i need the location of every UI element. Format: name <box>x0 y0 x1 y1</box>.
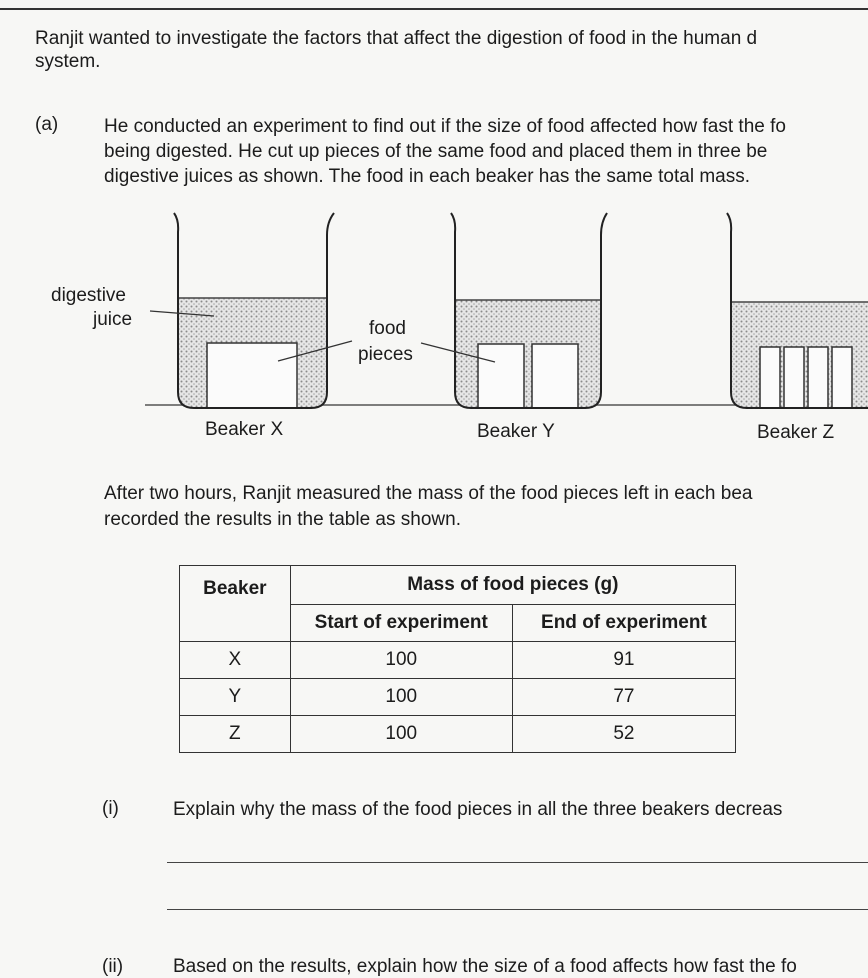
part-ii-question: Based on the results, explain how the size of a food affects how fast the fo <box>173 956 797 977</box>
top-rule <box>0 8 868 10</box>
food-piece-z3 <box>808 347 828 408</box>
row-end: 91 <box>512 642 735 679</box>
beaker-y-label: Beaker Y <box>477 421 555 442</box>
digestive-label: digestive <box>51 285 126 306</box>
juice-label: juice <box>93 309 133 330</box>
intro-line-1: Ranjit wanted to investigate the factors that affect the digestion of food in the human d <box>35 28 758 49</box>
answer-line-2[interactable] <box>167 909 868 910</box>
beaker-y <box>451 213 607 408</box>
row-start: 100 <box>290 642 512 679</box>
beaker-x <box>174 213 334 408</box>
row-end: 77 <box>512 679 735 716</box>
header-start: Start of experiment <box>290 605 512 642</box>
beaker-z <box>727 213 868 408</box>
question-number <box>0 24 1 47</box>
table-row <box>180 716 736 753</box>
part-a-line-3: digestive juices as shown. The food in each beaker has the same total mass. <box>104 166 751 187</box>
food-piece-x <box>207 343 297 408</box>
after-line-1: After two hours, Ranjit measured the mass of the food pieces left in each bea <box>104 483 753 504</box>
food-piece-y1 <box>478 344 524 408</box>
row-start: 100 <box>290 679 512 716</box>
answer-line-1[interactable] <box>167 862 868 863</box>
food-piece-y2 <box>532 344 578 408</box>
after-line-2: recorded the results in the table as shown. <box>104 509 461 530</box>
part-ii-label: (ii) <box>102 956 124 977</box>
table-row <box>180 642 736 679</box>
row-end: 52 <box>512 716 735 753</box>
row-beaker: Z <box>180 716 291 753</box>
part-a-line-1: He conducted an experiment to find out if the size of food affected how fast the fo <box>104 116 786 137</box>
beaker-x-label: Beaker X <box>205 419 284 440</box>
intro-line-2: system. <box>35 51 101 72</box>
row-beaker: Y <box>180 679 291 716</box>
food-piece-z4 <box>832 347 852 408</box>
results-table <box>179 565 736 753</box>
food-piece-z2 <box>784 347 804 408</box>
part-a-line-2: being digested. He cut up pieces of the same food and placed them in three be <box>104 141 768 162</box>
row-beaker: X <box>180 642 291 679</box>
food-label: food <box>369 318 406 339</box>
food-piece-z1 <box>760 347 780 408</box>
header-mass: Mass of food pieces (g) <box>290 566 735 605</box>
part-i-label: (i) <box>102 798 119 819</box>
row-start: 100 <box>290 716 512 753</box>
beaker-z-label: Beaker Z <box>757 422 835 443</box>
part-i-question: Explain why the mass of the food pieces in all the three beakers decreas <box>173 799 783 820</box>
header-end: End of experiment <box>512 605 735 642</box>
table-row <box>180 679 736 716</box>
pieces-label: pieces <box>358 344 413 365</box>
header-beaker: Beaker <box>180 566 291 642</box>
part-a-label: (a) <box>35 114 59 135</box>
